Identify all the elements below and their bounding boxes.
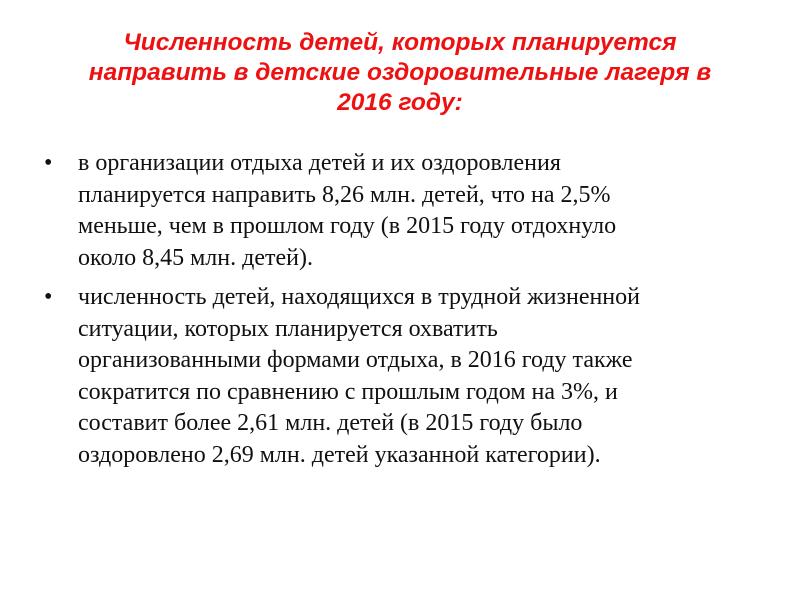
bullet-1-line-3: меньше, чем в прошлом году (в 2015 году отдохнуло: [78, 213, 617, 239]
bullet-1-line-4: около 8,45 млн. детей).: [78, 244, 313, 271]
bullet-1-line-2: планируется направить 8,26 млн. детей, что на 2,5%: [78, 181, 611, 208]
slide-title: [40, 28, 760, 118]
bullet-icon: •: [44, 150, 53, 176]
bullet-item-1: [44, 148, 744, 274]
bullet-list: [44, 148, 744, 479]
bullet-icon: •: [44, 284, 53, 310]
bullet-1-line-1: в организации отдыха детей и их оздоровления: [78, 150, 561, 176]
bullet-2-line-1: численность детей, находящихся в трудной жизненной: [78, 284, 640, 310]
bullet-2-line-5: составит более 2,61 млн. детей (в 2015 году было: [78, 410, 583, 436]
bullet-2-line-4: сократится по сравнению с прошлым годом на 3%, и: [78, 378, 618, 405]
slide-title-line-2: направить в детские оздоровительные лагеря в: [88, 59, 712, 86]
slide-title-line-1: Численность детей, которых планируется: [123, 29, 677, 56]
bullet-2-line-6: оздоровлено 2,69 млн. детей указанной категории).: [78, 441, 601, 468]
slide-title-line-3: 2016 году:: [337, 89, 463, 116]
bullet-2-line-3: организованными формами отдыха, в 2016 году также: [78, 347, 633, 373]
bullet-item-2: [44, 282, 744, 471]
bullet-2-line-2: ситуации, которых планируется охватить: [78, 315, 498, 342]
